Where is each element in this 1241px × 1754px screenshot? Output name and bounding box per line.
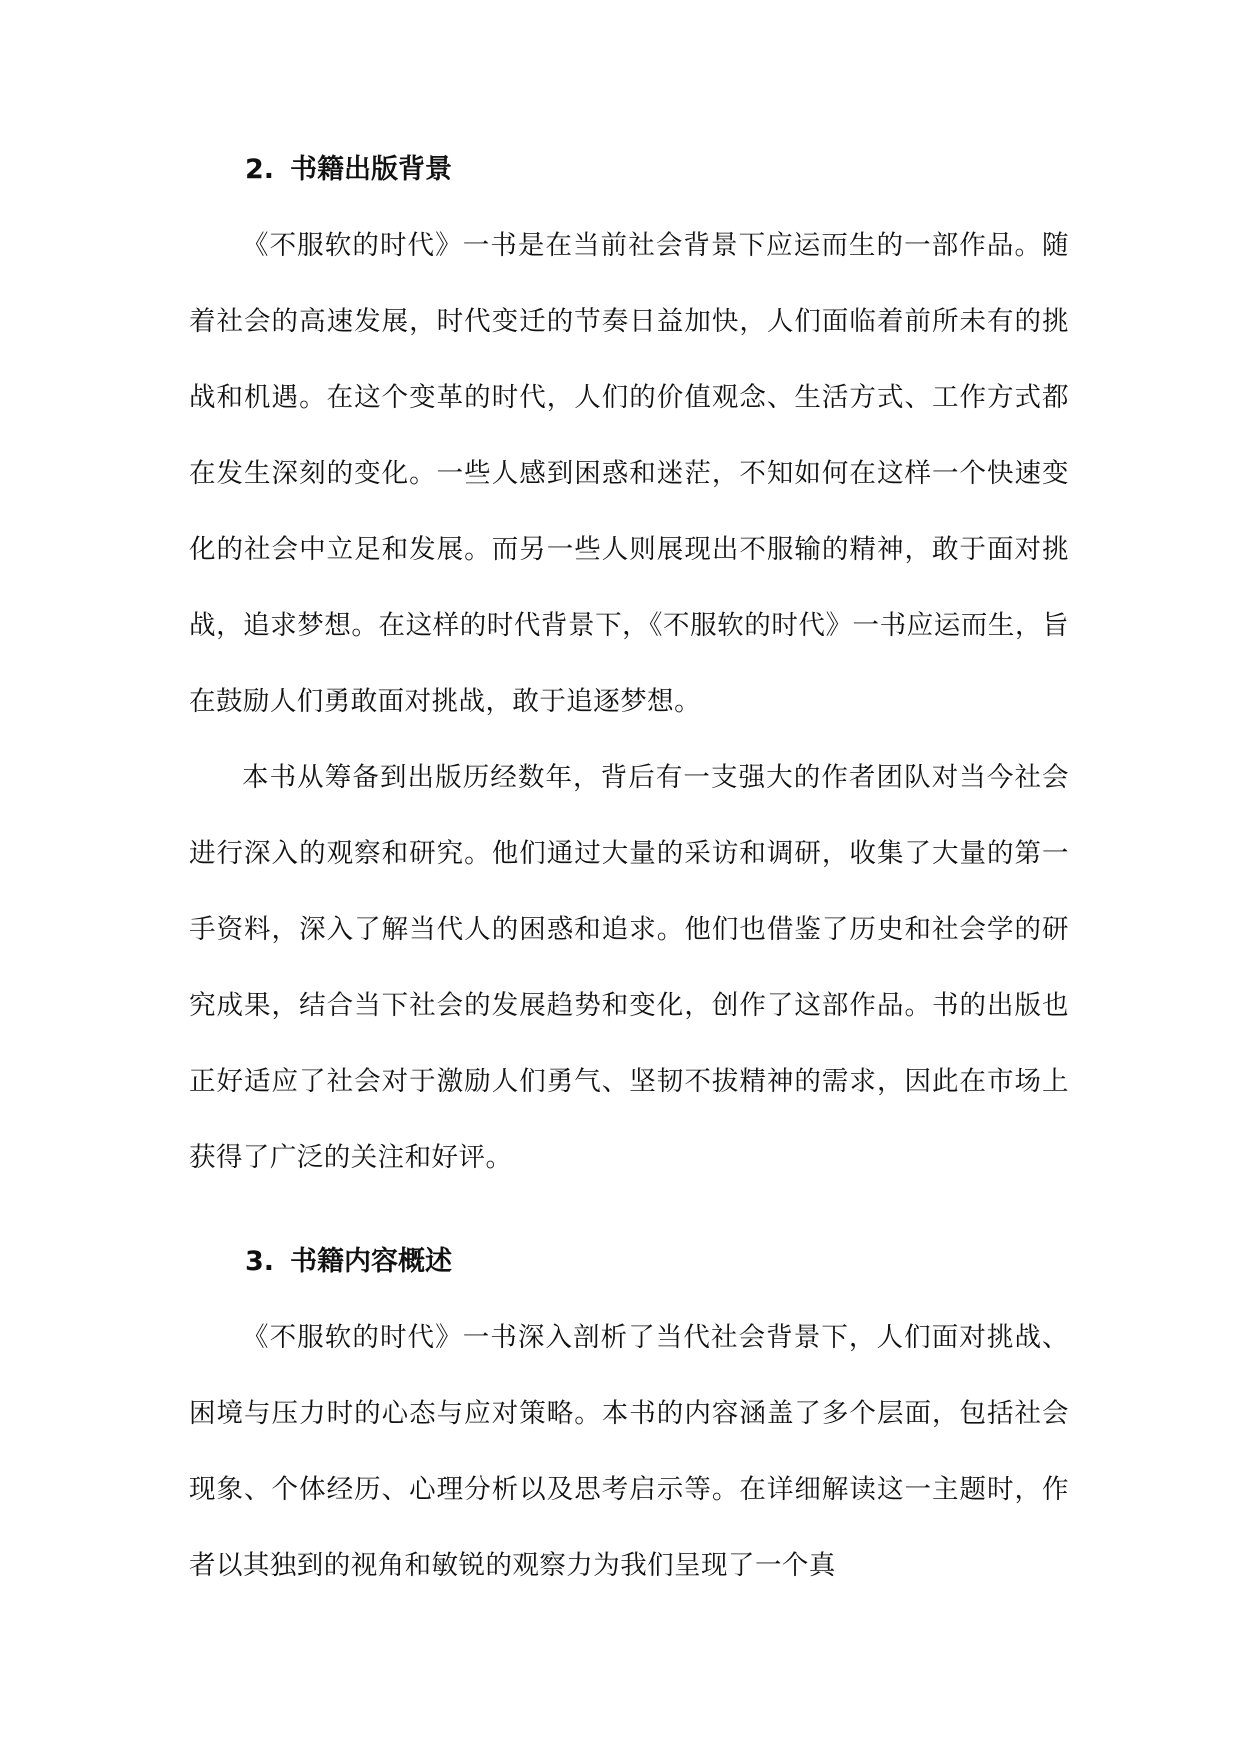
section-title: 书籍出版背景: [290, 154, 453, 185]
section-content-overview: [189, 1240, 1069, 1604]
paragraph: 《不服软的时代》一书深入剖析了当代社会背景下，人们面对挑战、困境与压力时的心态与应对策略。本书的内容涵盖了多个层面，包括社会现象、个体经历、心理分析以及思考启示等。在详细解读这一主题时，作者以其独到的视角和敏锐的观察力为我们呈现了一个真: [189, 1322, 1069, 1581]
section-number: 3.: [245, 1246, 275, 1277]
section-number: 2.: [245, 154, 275, 185]
document-body: [189, 148, 1069, 1604]
paragraph: 本书从筹备到出版历经数年，背后有一支强大的作者团队对当今社会进行深入的观察和研究。他们通过大量的采访和调研，收集了大量的第一手资料，深入了解当代人的困惑和追求。他们也借鉴了历史和社会学的研究成果，结合当下社会的发展趋势和变化，创作了这部作品。书的出版也正好适应了社会对于激励人们勇气、坚韧不拔精神的需求，因此在市场上获得了广泛的关注和好评。: [189, 762, 1069, 1173]
paragraph: 《不服软的时代》一书是在当前社会背景下应运而生的一部作品。随着社会的高速发展，时代变迁的节奏日益加快，人们面临着前所未有的挑战和机遇。在这个变革的时代，人们的价值观念、生活方式、工作方式都在发生深刻的变化。一些人感到困惑和迷茫，不知如何在这样一个快速变化的社会中立足和发展。而另一些人则展现出不服输的精神，敢于面对挑战，追求梦想。在这样的时代背景下，《不服软的时代》一书应运而生，旨在鼓励人们勇敢面对挑战，敢于追逐梦想。: [189, 230, 1069, 717]
section-title: 书籍内容概述: [290, 1246, 453, 1277]
section-heading: [189, 148, 1069, 192]
section-heading: [189, 1240, 1069, 1284]
section-publication-background: [189, 148, 1069, 1196]
